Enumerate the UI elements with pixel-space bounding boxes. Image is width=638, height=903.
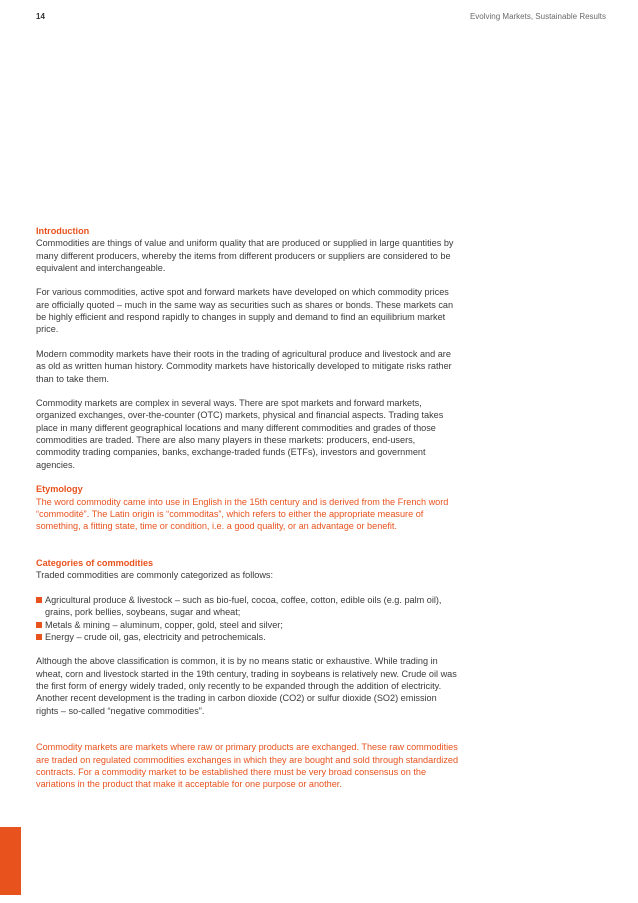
categories-list — [36, 594, 460, 643]
main-content — [36, 225, 460, 791]
category-metals: Metals & mining – aluminum, copper, gold, steel and silver; — [45, 619, 283, 630]
etymology-heading: Etymology — [36, 484, 83, 495]
page-number: 14 — [36, 12, 45, 21]
running-title: Evolving Markets, Sustainable Results — [469, 12, 606, 21]
etymology-text: The word commodity came into use in English in the 15th century and is derived from the French word “commodité”. The Latin origin is “commoditas”, which refers to either the appropriate measure of something, a fitting state, time or condition, i.e. a good quality, or an advantage or benefit. — [36, 496, 449, 532]
category-agricultural: Agricultural produce & livestock – such as bio-fuel, cocoa, coffee, cotton, edible oils (e.g. palm oil), grains, pork bellies, soybeans, sugar and wheat; — [45, 594, 442, 618]
bullet-square-icon — [36, 634, 42, 640]
intro-paragraph-3: Modern commodity markets have their roots in the trading of agricultural produce and livestock and are as old as written human history. Commodity markets have historically developed to mitigate risks rather than to take them. — [36, 348, 452, 384]
accent-bar — [0, 827, 21, 895]
categories-heading: Categories of commodities — [36, 558, 154, 569]
intro-paragraph-1: Commodities are things of value and uniform quality that are produced or supplied in large quantities by many different producers, whereby the items from different producers or suppliers are considered to be equivalent and interchangeable. — [36, 238, 454, 273]
categories-closing: Although the above classification is common, it is by no means static or exhaustive. While trading in wheat, corn and livestock started in the 19th century, trading in soybeans is relatively new. Crude oil was the first form of energy widely traded, only recently to be expanded through the addition of electricity. Another recent development is the trading in carbon dioxide (CO2) or sulfur dioxide (SO2) emission rights – so-called “negative commodities”. — [36, 656, 457, 716]
intro-paragraph-4: Commodity markets are complex in several ways. There are spot markets and forward markets, organized exchanges, over-the-counter (OTC) markets, physical and financial aspects. Trading takes place in many different geographical locations and many different commodities and grades of those commodities are traded. There are also many players in these markets: producers, end-users, commodity trading companies, banks, exchange-traded funds (ETFs), investors and government agencies. — [36, 398, 444, 470]
bullet-square-icon — [36, 597, 42, 603]
list-item — [36, 594, 460, 619]
list-item — [36, 631, 460, 643]
categories-intro: Traded commodities are commonly categorized as follows: — [36, 570, 274, 581]
callout-text: Commodity markets are markets where raw or primary products are exchanged. These raw commodities are traded on regulated commodities exchanges in which they are bought and sold through standardized contracts. For a commodity market to be established there must be very broad consensus on the variations in the product that make it acceptable for one purpose or another. — [36, 742, 459, 790]
intro-paragraph-2: For various commodities, active spot and forward markets have developed on which commodity prices are officially quoted – much in the same way as securities such as shares or bonds. These markets can be highly efficient and respond rapidly to changes in supply and demand to find an equilibrium market price. — [36, 287, 454, 335]
list-item — [36, 619, 460, 631]
bullet-square-icon — [36, 622, 42, 628]
introduction-heading: Introduction — [36, 226, 90, 236]
category-energy: Energy – crude oil, gas, electricity and petrochemicals. — [45, 631, 266, 642]
